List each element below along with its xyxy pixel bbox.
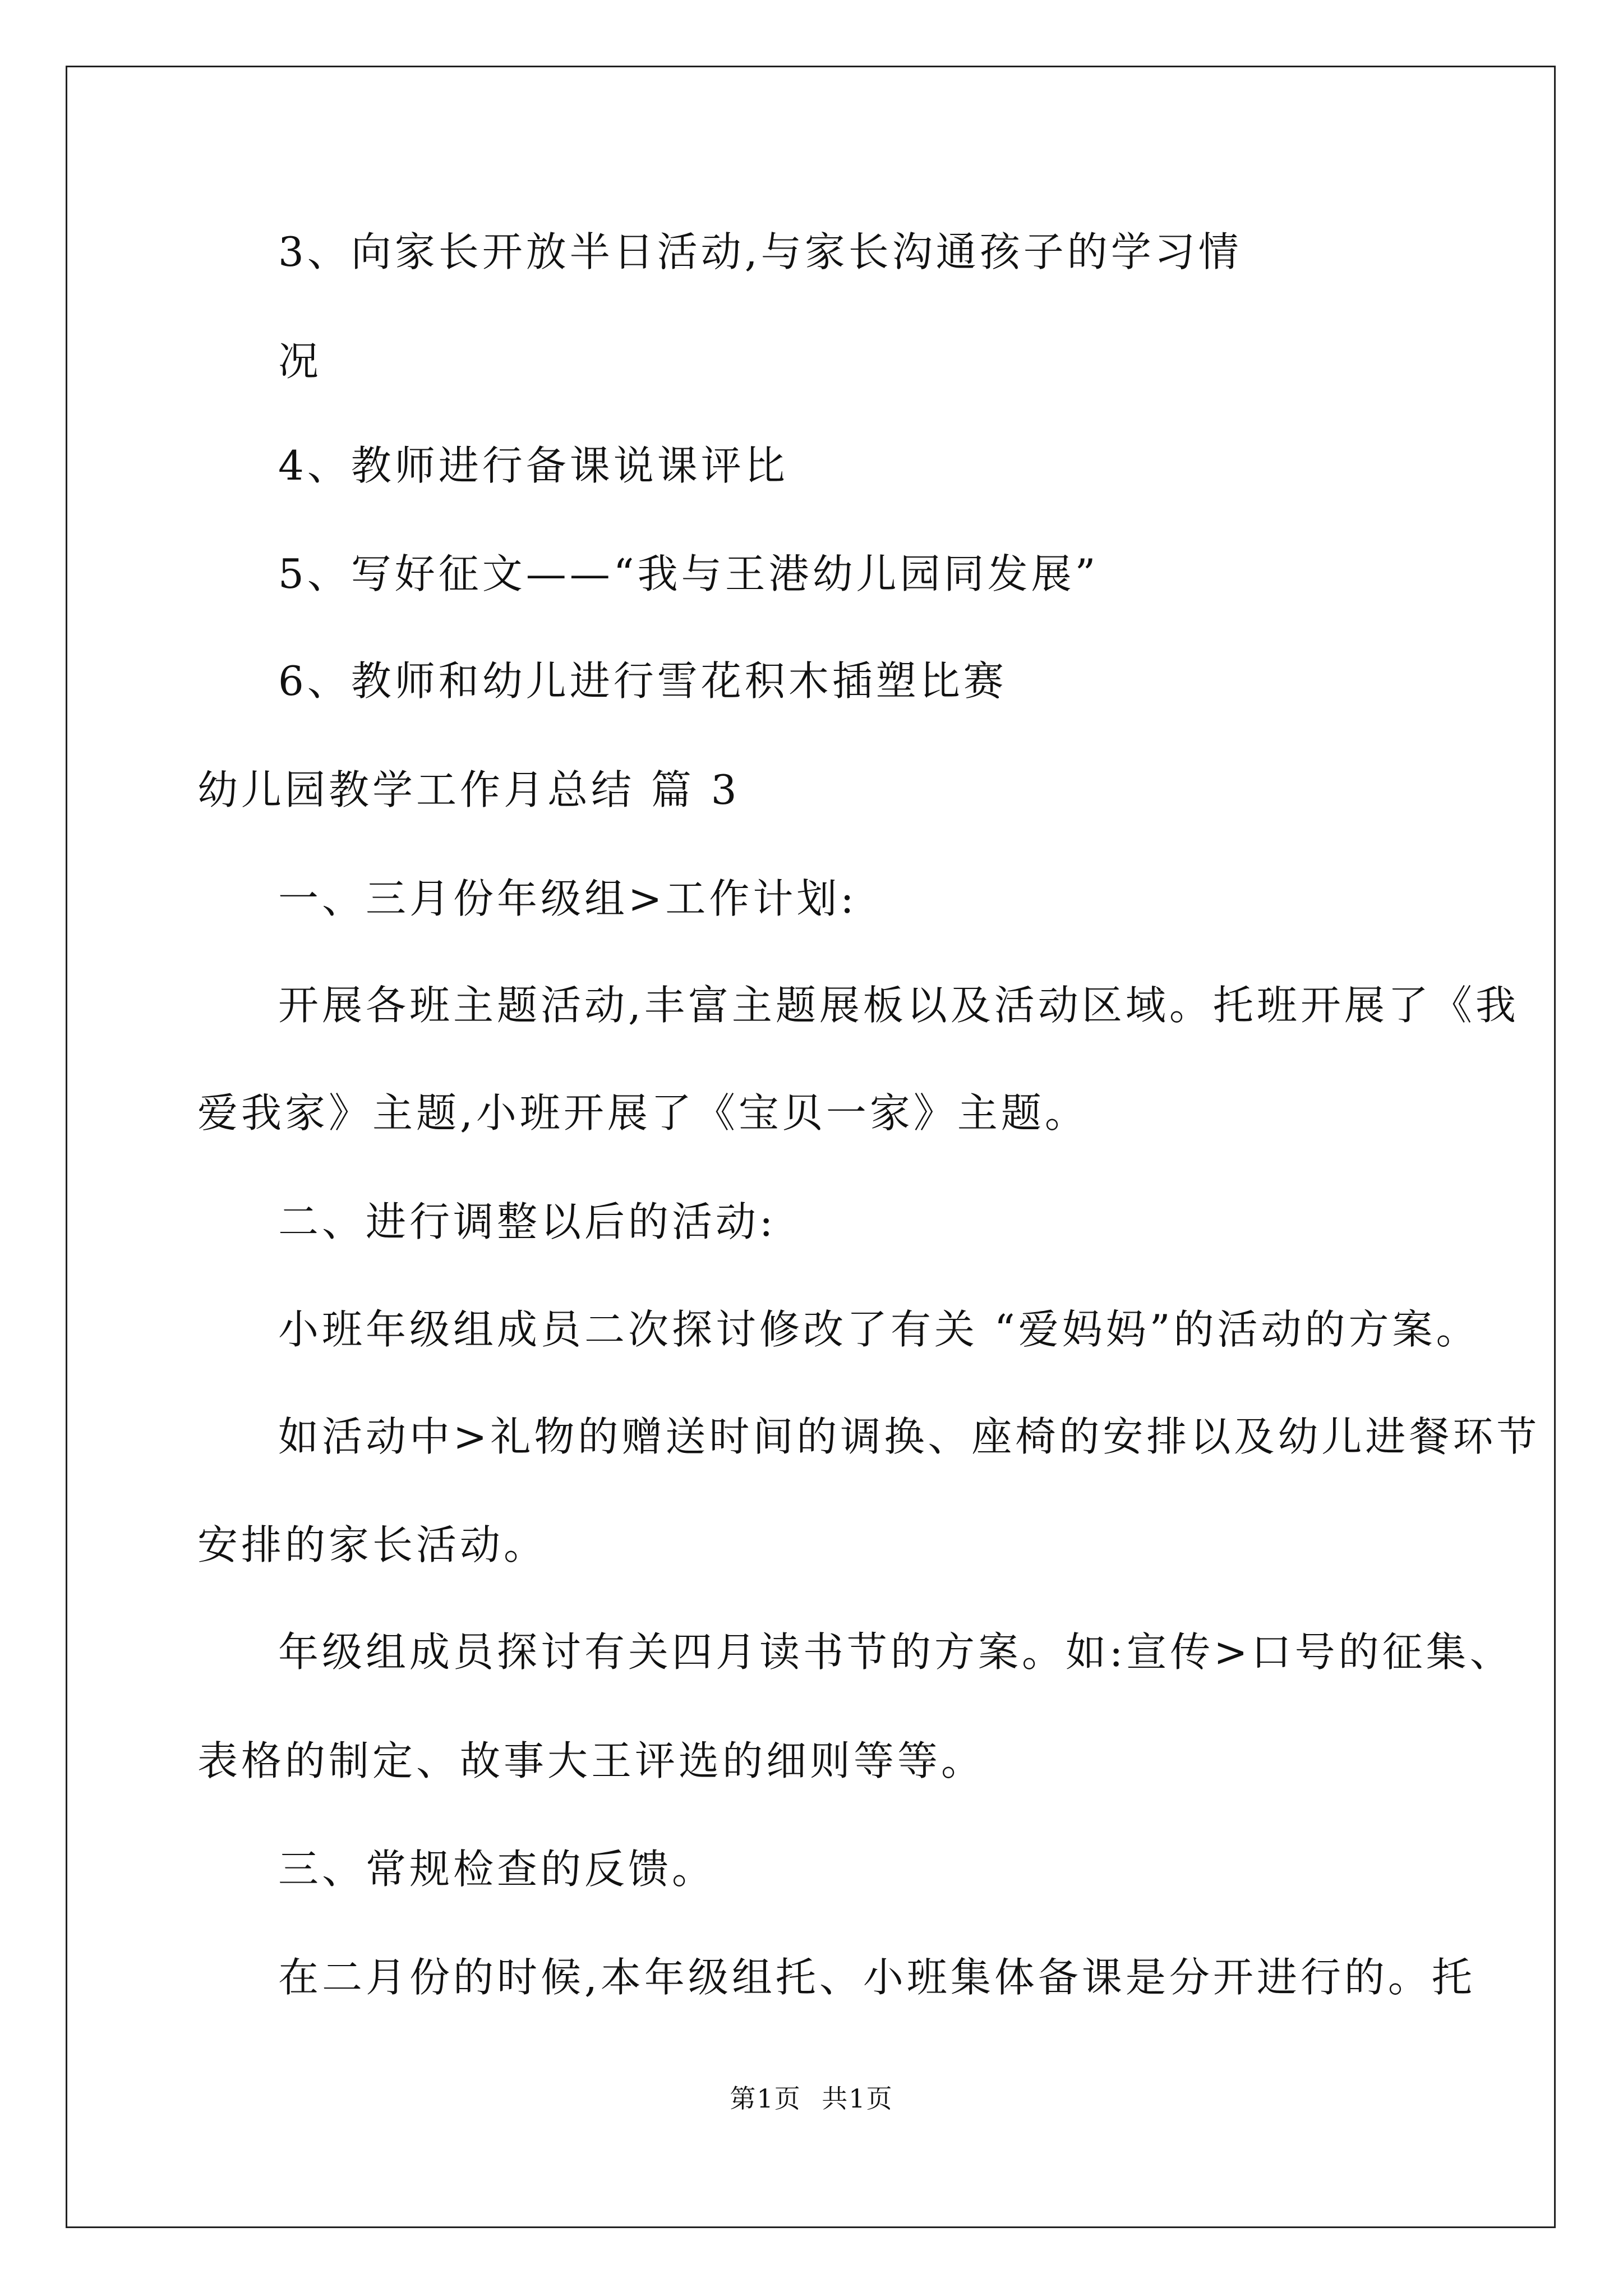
subheading-one: 一、三月份年级组>工作计划:	[278, 875, 857, 922]
subheading-three: 三、常规检查的反馈。	[278, 1846, 716, 1893]
paragraph-line: 爱我家》主题,小班开展了《宝贝一家》主题。	[197, 1089, 1089, 1137]
section-heading: 幼儿园教学工作月总结 篇 3	[197, 766, 740, 813]
list-item-4: 4、教师进行备课说课评比	[278, 442, 789, 489]
paragraph-line: 小班年级组成员二次探讨修改了有关 “爱妈妈”的活动的方案。	[278, 1306, 1480, 1353]
list-item-5: 5、写好征文——“我与王港幼儿园同发展”	[278, 550, 1099, 597]
list-item-3-continuation: 况	[278, 338, 322, 385]
page-number-footer: 第1页 共1页	[730, 2083, 893, 2114]
paragraph-line: 安排的家长活动。	[197, 1521, 548, 1568]
paragraph-line: 年级组成员探讨有关四月读书节的方案。如:宣传>口号的征集、	[278, 1628, 1514, 1676]
list-item-6: 6、教师和幼儿进行雪花积木插塑比赛	[278, 657, 1007, 705]
paragraph-line: 表格的制定、故事大王评选的细则等等。	[197, 1737, 985, 1784]
paragraph-line: 如活动中>礼物的赠送时间的调换、座椅的安排以及幼儿进餐环节	[278, 1413, 1541, 1460]
paragraph-line: 在二月份的时候,本年级组托、小班集体备课是分开进行的。托	[278, 1954, 1476, 2001]
subheading-two: 二、进行调整以后的活动:	[278, 1198, 777, 1245]
page-border	[66, 66, 1556, 2228]
list-item-3: 3、向家长开放半日活动,与家长沟通孩子的学习情	[278, 228, 1242, 275]
paragraph-line: 开展各班主题活动,丰富主题展板以及活动区域。托班开展了《我	[278, 982, 1519, 1029]
